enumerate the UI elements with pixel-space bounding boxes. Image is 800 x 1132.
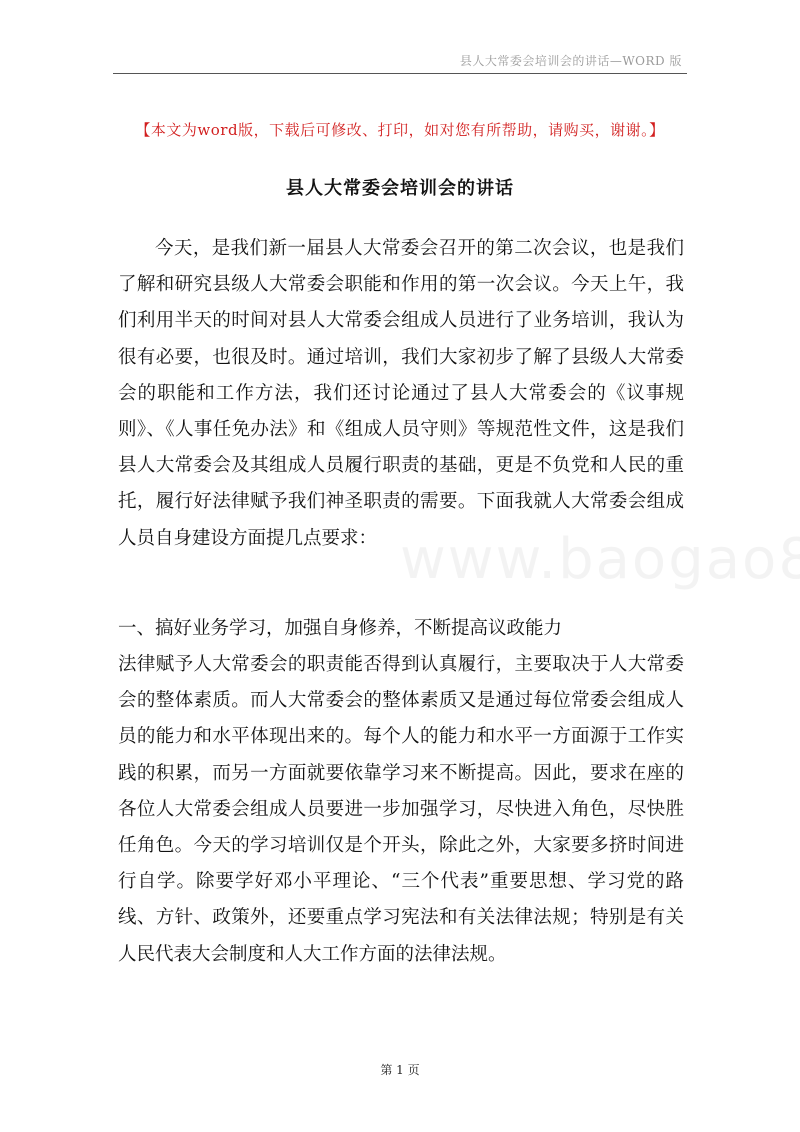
document-title: 县人大常委会培训会的讲话	[286, 178, 514, 199]
paragraph-intro: 今天，是我们新一届县人大常委会召开的第二次会议，也是我们了解和研究县级人大常委会职能和作用的第一次会议。今天上午，我们利用半天的时间对县人大常委会组成人员进行了业务培训，我认为很有必要，也很及时。通过培训，我们大家初步了解了县级人大常委会的职能和工作方法，我们还讨论通过了县人大常委会的《议事规则》、《人事任免办法》和《组成人员守则》等规范性文件，这是我们县人大常委会及其组成人员履行职责的基础，更是不负党和人民的重托，履行好法律赋予我们神圣职责的需要。下面我就人大常委会组成人员自身建设方面提几点要求：	[118, 238, 684, 549]
page-number: 第 1 页	[380, 1063, 420, 1077]
running-header: 县人大常委会培训会的讲话—WORD 版	[459, 54, 682, 68]
paragraph-section-1: 法律赋予人大常委会的职责能否得到认真履行，主要取决于人大常委会的整体素质。而人大常委会的整体素质又是通过每位常委会组成人员的能力和水平体现出来的。每个人的能力和水平一方面源于工作实践的积累，而另一方面就要依靠学习来不断提高。因此，要求在座的各位人大常委会组成人员要进一步加强学习，尽快进入角色，尽快胜任角色。今天的学习培训仅是个开头，除此之外，大家要多挤时间进行自学。除要学好邓小平理论、“三个代表”重要思想、学习党的路线、方针、政策外，还要重点学习宪法和有关法律法规；特别是有关人民代表大会制度和人大工作方面的法律法规。	[118, 654, 684, 965]
section-heading-1: 一、搞好业务学习，加强自身修养，不断提高议政能力	[118, 618, 563, 639]
download-notice: 【本文为word版，下载后可修改、打印，如对您有所帮助，请购买，谢谢。】	[135, 121, 665, 139]
header-divider	[113, 73, 687, 74]
watermark	[400, 527, 800, 592]
